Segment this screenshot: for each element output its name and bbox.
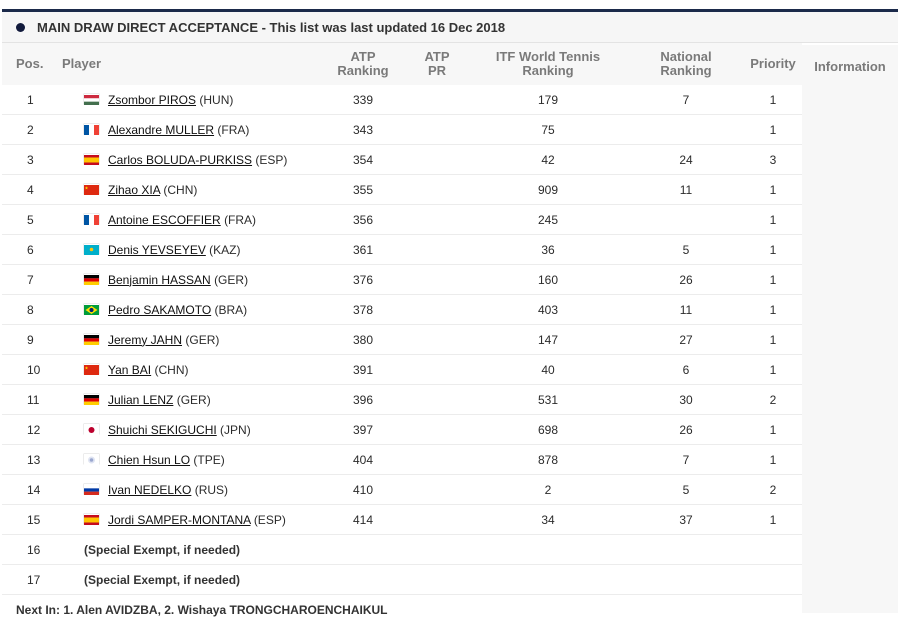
atp-ranking-cell: 378 bbox=[320, 295, 406, 325]
player-cell bbox=[60, 175, 320, 205]
atp-ranking-cell: 361 bbox=[320, 235, 406, 265]
tpe-flag-icon bbox=[84, 454, 99, 464]
national-ranking-cell: 26 bbox=[628, 415, 744, 445]
priority-cell: 1 bbox=[744, 415, 802, 445]
player-cell bbox=[60, 385, 320, 415]
position-cell: 15 bbox=[2, 505, 60, 535]
player-cell bbox=[60, 505, 320, 535]
table-header-row bbox=[2, 43, 802, 85]
player-country: (KAZ) bbox=[209, 242, 241, 257]
esp-flag-icon bbox=[84, 154, 99, 164]
information-column-background bbox=[802, 45, 898, 613]
player-name-link[interactable]: Jeremy JAHN bbox=[108, 332, 183, 347]
column-header-pos: Pos. bbox=[2, 43, 60, 85]
position-cell: 1 bbox=[2, 85, 60, 115]
itf-ranking-cell: 531 bbox=[468, 385, 628, 415]
table-row bbox=[2, 85, 802, 115]
player-country: (FRA) bbox=[217, 122, 250, 137]
itf-ranking-cell: 40 bbox=[468, 355, 628, 385]
itf-ranking-cell: 909 bbox=[468, 175, 628, 205]
national-ranking-cell: 11 bbox=[628, 295, 744, 325]
table-row bbox=[2, 175, 802, 205]
table-row bbox=[2, 235, 802, 265]
priority-cell: 1 bbox=[744, 235, 802, 265]
priority-cell: 1 bbox=[744, 355, 802, 385]
table-row bbox=[2, 295, 802, 325]
priority-cell: 1 bbox=[744, 175, 802, 205]
player-cell bbox=[60, 415, 320, 445]
itf-ranking-cell: 75 bbox=[468, 115, 628, 145]
table-row bbox=[2, 325, 802, 355]
column-header-player: Player bbox=[60, 43, 320, 85]
national-ranking-cell: 30 bbox=[628, 385, 744, 415]
player-country: (JPN) bbox=[220, 422, 251, 437]
fra-flag-icon bbox=[84, 214, 99, 224]
position-cell: 13 bbox=[2, 445, 60, 475]
table-row bbox=[2, 145, 802, 175]
player-name-link[interactable]: Chien Hsun LO bbox=[108, 452, 191, 467]
position-cell: 2 bbox=[2, 115, 60, 145]
atp-pr-cell bbox=[406, 445, 468, 475]
column-header-information: Information bbox=[814, 58, 886, 74]
player-cell bbox=[60, 265, 320, 295]
atp-ranking-cell: 397 bbox=[320, 415, 406, 445]
atp-ranking-cell: 354 bbox=[320, 145, 406, 175]
itf-ranking-cell: 147 bbox=[468, 325, 628, 355]
atp-ranking-cell: 396 bbox=[320, 385, 406, 415]
player-name-link[interactable]: Pedro SAKAMOTO bbox=[108, 302, 212, 317]
atp-pr-cell bbox=[406, 415, 468, 445]
player-name-link[interactable]: Jordi SAMPER-MONTANA bbox=[108, 512, 251, 527]
atp-ranking-cell: 380 bbox=[320, 325, 406, 355]
player-cell bbox=[60, 235, 320, 265]
itf-ranking-cell: 42 bbox=[468, 145, 628, 175]
position-cell: 17 bbox=[2, 565, 60, 595]
table-row bbox=[2, 505, 802, 535]
position-cell: 8 bbox=[2, 295, 60, 325]
itf-ranking-cell: 245 bbox=[468, 205, 628, 235]
atp-ranking-cell: 410 bbox=[320, 475, 406, 505]
priority-cell: 1 bbox=[744, 115, 802, 145]
priority-cell: 3 bbox=[744, 145, 802, 175]
table-row bbox=[2, 415, 802, 445]
national-ranking-cell: 11 bbox=[628, 175, 744, 205]
player-cell bbox=[60, 475, 320, 505]
player-name-link[interactable]: Zsombor PIROS bbox=[108, 92, 197, 107]
table-row bbox=[2, 265, 802, 295]
atp-ranking-cell: 339 bbox=[320, 85, 406, 115]
itf-ranking-cell: 2 bbox=[468, 475, 628, 505]
atp-ranking-cell: 376 bbox=[320, 265, 406, 295]
player-country: (HUN) bbox=[199, 92, 234, 107]
list-title: MAIN DRAW DIRECT ACCEPTANCE - This list was last updated 16 Dec 2018 bbox=[37, 19, 506, 35]
position-cell: 9 bbox=[2, 325, 60, 355]
player-country: (FRA) bbox=[224, 212, 257, 227]
national-ranking-cell: 7 bbox=[628, 445, 744, 475]
position-cell: 16 bbox=[2, 535, 60, 565]
acceptance-list-panel bbox=[2, 9, 898, 617]
itf-ranking-cell: 36 bbox=[468, 235, 628, 265]
player-name-link[interactable]: Zihao XIA bbox=[108, 182, 161, 197]
atp-pr-cell bbox=[406, 355, 468, 385]
bra-flag-icon bbox=[84, 304, 99, 314]
table-row bbox=[2, 385, 802, 415]
player-cell bbox=[60, 115, 320, 145]
national-ranking-cell: 5 bbox=[628, 475, 744, 505]
player-name-link[interactable]: Denis YEVSEYEV bbox=[108, 242, 206, 257]
atp-ranking-cell: 355 bbox=[320, 175, 406, 205]
itf-ranking-cell: 179 bbox=[468, 85, 628, 115]
acceptance-table bbox=[2, 43, 802, 595]
priority-cell: 1 bbox=[744, 505, 802, 535]
atp-pr-cell bbox=[406, 475, 468, 505]
priority-cell: 1 bbox=[744, 295, 802, 325]
atp-pr-cell bbox=[406, 295, 468, 325]
special-exempt-text: (Special Exempt, if needed) bbox=[60, 565, 802, 595]
special-exempt-text: (Special Exempt, if needed) bbox=[60, 535, 802, 565]
position-cell: 10 bbox=[2, 355, 60, 385]
player-cell bbox=[60, 355, 320, 385]
priority-cell: 1 bbox=[744, 205, 802, 235]
column-header-priority: Priority bbox=[744, 43, 802, 85]
chn-flag-icon bbox=[84, 364, 99, 374]
atp-pr-cell bbox=[406, 85, 468, 115]
position-cell: 12 bbox=[2, 415, 60, 445]
national-ranking-cell: 5 bbox=[628, 235, 744, 265]
atp-pr-cell bbox=[406, 145, 468, 175]
national-ranking-cell: 7 bbox=[628, 85, 744, 115]
player-name-link[interactable]: Yan BAI bbox=[108, 362, 152, 377]
kaz-flag-icon bbox=[84, 244, 99, 254]
national-ranking-cell: 37 bbox=[628, 505, 744, 535]
national-ranking-cell: 26 bbox=[628, 265, 744, 295]
player-name-link[interactable]: Benjamin HASSAN bbox=[108, 272, 211, 287]
table-row bbox=[2, 355, 802, 385]
player-country: (ESP) bbox=[253, 512, 286, 527]
column-header-atp-pr: ATP PR bbox=[406, 43, 468, 85]
column-header-national-ranking: National Ranking bbox=[628, 43, 744, 85]
player-name-link[interactable]: Shuichi SEKIGUCHI bbox=[108, 422, 217, 437]
player-name-link[interactable]: Julian LENZ bbox=[108, 392, 174, 407]
position-cell: 14 bbox=[2, 475, 60, 505]
player-country: (CHN) bbox=[154, 362, 189, 377]
atp-pr-cell bbox=[406, 265, 468, 295]
itf-ranking-cell: 403 bbox=[468, 295, 628, 325]
itf-ranking-cell: 698 bbox=[468, 415, 628, 445]
ger-flag-icon bbox=[84, 394, 99, 404]
player-country: (TPE) bbox=[193, 452, 225, 467]
player-cell bbox=[60, 205, 320, 235]
atp-pr-cell bbox=[406, 505, 468, 535]
rus-flag-icon bbox=[84, 484, 99, 494]
list-title-bar bbox=[2, 12, 898, 43]
player-country: (CHN) bbox=[163, 182, 198, 197]
priority-cell: 1 bbox=[744, 445, 802, 475]
ger-flag-icon bbox=[84, 334, 99, 344]
position-cell: 11 bbox=[2, 385, 60, 415]
national-ranking-cell: 27 bbox=[628, 325, 744, 355]
itf-ranking-cell: 160 bbox=[468, 265, 628, 295]
atp-pr-cell bbox=[406, 175, 468, 205]
player-country: (GER) bbox=[214, 272, 249, 287]
player-country: (BRA) bbox=[214, 302, 248, 317]
position-cell: 7 bbox=[2, 265, 60, 295]
bullet-icon bbox=[16, 23, 25, 32]
player-name-link[interactable]: Antoine ESCOFFIER bbox=[108, 212, 221, 227]
priority-cell: 1 bbox=[744, 265, 802, 295]
atp-ranking-cell: 391 bbox=[320, 355, 406, 385]
player-cell bbox=[60, 295, 320, 325]
player-country: (ESP) bbox=[255, 152, 288, 167]
fra-flag-icon bbox=[84, 124, 99, 134]
priority-cell: 1 bbox=[744, 85, 802, 115]
priority-cell: 2 bbox=[744, 475, 802, 505]
player-cell bbox=[60, 85, 320, 115]
position-cell: 5 bbox=[2, 205, 60, 235]
position-cell: 6 bbox=[2, 235, 60, 265]
atp-ranking-cell: 414 bbox=[320, 505, 406, 535]
atp-pr-cell bbox=[406, 235, 468, 265]
player-cell bbox=[60, 445, 320, 475]
atp-ranking-cell: 404 bbox=[320, 445, 406, 475]
hun-flag-icon bbox=[84, 94, 99, 104]
itf-ranking-cell: 34 bbox=[468, 505, 628, 535]
player-name-link[interactable]: Ivan NEDELKO bbox=[108, 482, 192, 497]
table-row bbox=[2, 445, 802, 475]
next-in-text: Next In: 1. Alen AVIDZBA, 2. Wishaya TRONGCHAROENCHAIKUL bbox=[16, 603, 388, 617]
special-exempt-row bbox=[2, 535, 802, 565]
player-country: (GER) bbox=[176, 392, 211, 407]
table-row bbox=[2, 115, 802, 145]
column-header-itf-ranking: ITF World Tennis Ranking bbox=[468, 43, 628, 85]
national-ranking-cell: 24 bbox=[628, 145, 744, 175]
atp-ranking-cell: 356 bbox=[320, 205, 406, 235]
player-country: (RUS) bbox=[194, 482, 229, 497]
atp-pr-cell bbox=[406, 325, 468, 355]
national-ranking-cell bbox=[628, 205, 744, 235]
esp-flag-icon bbox=[84, 514, 99, 524]
priority-cell: 2 bbox=[744, 385, 802, 415]
chn-flag-icon bbox=[84, 184, 99, 194]
position-cell: 4 bbox=[2, 175, 60, 205]
atp-pr-cell bbox=[406, 205, 468, 235]
priority-cell: 1 bbox=[744, 325, 802, 355]
player-country: (GER) bbox=[185, 332, 220, 347]
player-cell bbox=[60, 325, 320, 355]
atp-pr-cell bbox=[406, 385, 468, 415]
ger-flag-icon bbox=[84, 274, 99, 284]
national-ranking-cell bbox=[628, 115, 744, 145]
player-name-link[interactable]: Alexandre MULLER bbox=[108, 122, 215, 137]
table-row bbox=[2, 205, 802, 235]
position-cell: 3 bbox=[2, 145, 60, 175]
atp-ranking-cell: 343 bbox=[320, 115, 406, 145]
player-cell bbox=[60, 145, 320, 175]
special-exempt-row bbox=[2, 565, 802, 595]
column-header-atp-ranking: ATP Ranking bbox=[320, 43, 406, 85]
table-row bbox=[2, 475, 802, 505]
atp-pr-cell bbox=[406, 115, 468, 145]
itf-ranking-cell: 878 bbox=[468, 445, 628, 475]
jpn-flag-icon bbox=[84, 424, 99, 434]
national-ranking-cell: 6 bbox=[628, 355, 744, 385]
player-name-link[interactable]: Carlos BOLUDA-PURKISS bbox=[108, 152, 253, 167]
